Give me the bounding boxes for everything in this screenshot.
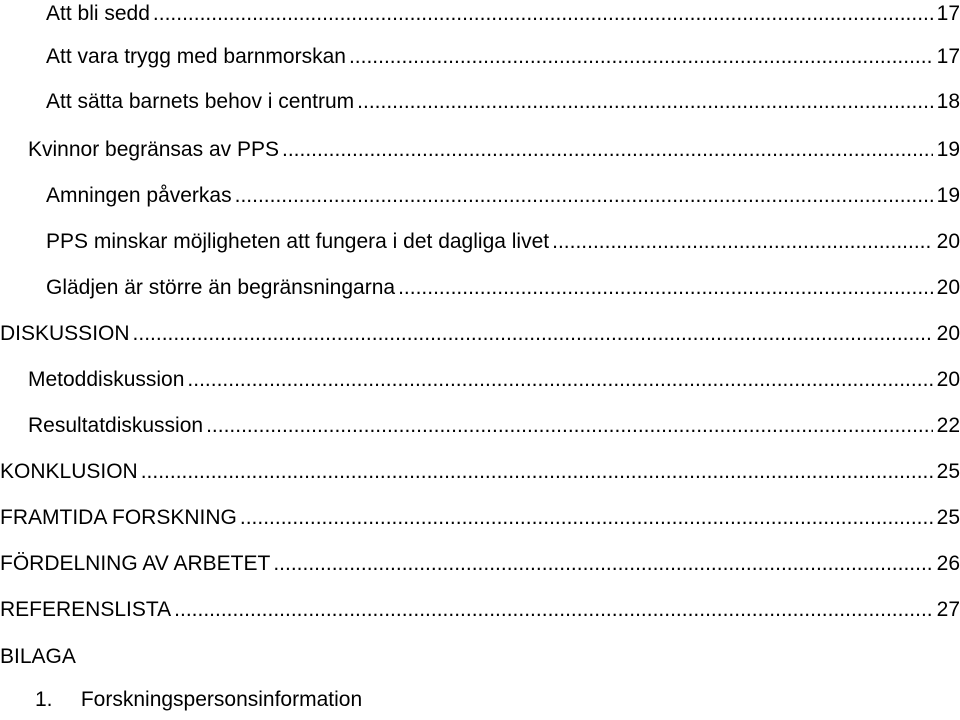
toc-link[interactable]	[46, 268, 960, 308]
toc-entry-att-vara-trygg[interactable]	[46, 37, 960, 77]
dot-leader	[357, 82, 932, 122]
toc-entry-metoddiskussion[interactable]	[28, 360, 960, 400]
toc-link[interactable]	[0, 544, 960, 584]
toc-entry-title: PPS minskar möjligheten att fungera i det dagliga livet	[46, 230, 550, 253]
toc-link[interactable]	[0, 314, 960, 354]
toc-entry-kvinnor-begransas[interactable]	[28, 130, 960, 170]
toc-page-number: 17	[936, 45, 960, 68]
toc-entry-amningen[interactable]	[46, 176, 960, 216]
toc-page-number: 17	[936, 2, 960, 25]
toc-page-number: 20	[936, 322, 960, 345]
dot-leader	[174, 590, 932, 630]
toc-entry-barnets-behov[interactable]	[46, 82, 960, 122]
toc-entry-title: Kvinnor begränsas av PPS	[28, 138, 279, 161]
dot-leader	[133, 314, 933, 354]
toc-link[interactable]	[46, 176, 960, 216]
dot-leader	[273, 544, 932, 584]
dot-leader	[206, 406, 933, 446]
dot-leader	[552, 222, 933, 262]
dot-leader	[235, 176, 933, 216]
toc-page-number: 20	[936, 276, 960, 299]
toc-page-number: 20	[936, 368, 960, 391]
appendix-item-title: Forskningspersonsinformation	[80, 688, 363, 711]
toc-entry-resultatdiskussion[interactable]	[28, 406, 960, 446]
appendix-heading-text: BILAGA	[0, 645, 76, 668]
toc-page-number: 25	[936, 506, 960, 529]
dot-leader	[282, 130, 933, 170]
toc-entry-diskussion[interactable]	[0, 314, 960, 354]
toc-entry-title: Att sätta barnets behov i centrum	[46, 90, 355, 113]
toc-link[interactable]	[28, 406, 960, 446]
toc-link[interactable]	[46, 82, 960, 122]
toc-link[interactable]	[28, 130, 960, 170]
toc-entry-title: Att bli sedd	[46, 2, 150, 25]
toc-page-number: 19	[936, 138, 960, 161]
dot-leader	[349, 37, 933, 77]
toc-entry-title: FÖRDELNING AV ARBETET	[0, 552, 271, 575]
appendix-list-item	[35, 680, 362, 720]
toc-page-number: 26	[936, 552, 960, 575]
dot-leader	[398, 268, 933, 308]
toc-entry-title: FRAMTIDA FORSKNING	[0, 506, 237, 529]
toc-link[interactable]	[28, 360, 960, 400]
toc-link[interactable]	[0, 498, 960, 538]
toc-entry-title: Glädjen är större än begränsningarna	[46, 276, 396, 299]
toc-entry-pps-minskar[interactable]	[46, 222, 960, 262]
toc-entry-title: Metoddiskussion	[28, 368, 185, 391]
toc-link[interactable]	[0, 590, 960, 630]
toc-entry-title: Att vara trygg med barnmorskan	[46, 45, 346, 68]
toc-link[interactable]	[46, 37, 960, 77]
dot-leader	[153, 0, 933, 34]
toc-entry-att-bli-sedd[interactable]	[46, 0, 960, 34]
toc-entry-title: DISKUSSION	[0, 322, 130, 345]
dot-leader	[141, 452, 933, 492]
appendix-item-number: 1.	[35, 688, 53, 711]
toc-page-number: 22	[936, 414, 960, 437]
toc-entry-gladjen[interactable]	[46, 268, 960, 308]
toc-entry-title: REFERENSLISTA	[0, 598, 172, 621]
toc-page-number: 19	[936, 184, 960, 207]
toc-entry-konklusion[interactable]	[0, 452, 960, 492]
dot-leader	[240, 498, 933, 538]
toc-link[interactable]	[46, 0, 960, 34]
toc-entry-framtida-forskning[interactable]	[0, 498, 960, 538]
toc-page-number: 18	[936, 90, 960, 113]
toc-page-number: 25	[936, 460, 960, 483]
appendix-heading	[0, 637, 960, 677]
toc-entry-referenslista[interactable]	[0, 590, 960, 630]
dot-leader	[187, 360, 932, 400]
toc-page-number: 20	[936, 230, 960, 253]
toc-link[interactable]	[46, 222, 960, 262]
toc-entry-title: Amningen påverkas	[46, 184, 232, 207]
toc-entry-title: Resultatdiskussion	[28, 414, 204, 437]
toc-entry-fordelning-av-arbetet[interactable]	[0, 544, 960, 584]
toc-entry-title: KONKLUSION	[0, 460, 138, 483]
toc-link[interactable]	[0, 452, 960, 492]
toc-page-number: 27	[936, 598, 960, 621]
